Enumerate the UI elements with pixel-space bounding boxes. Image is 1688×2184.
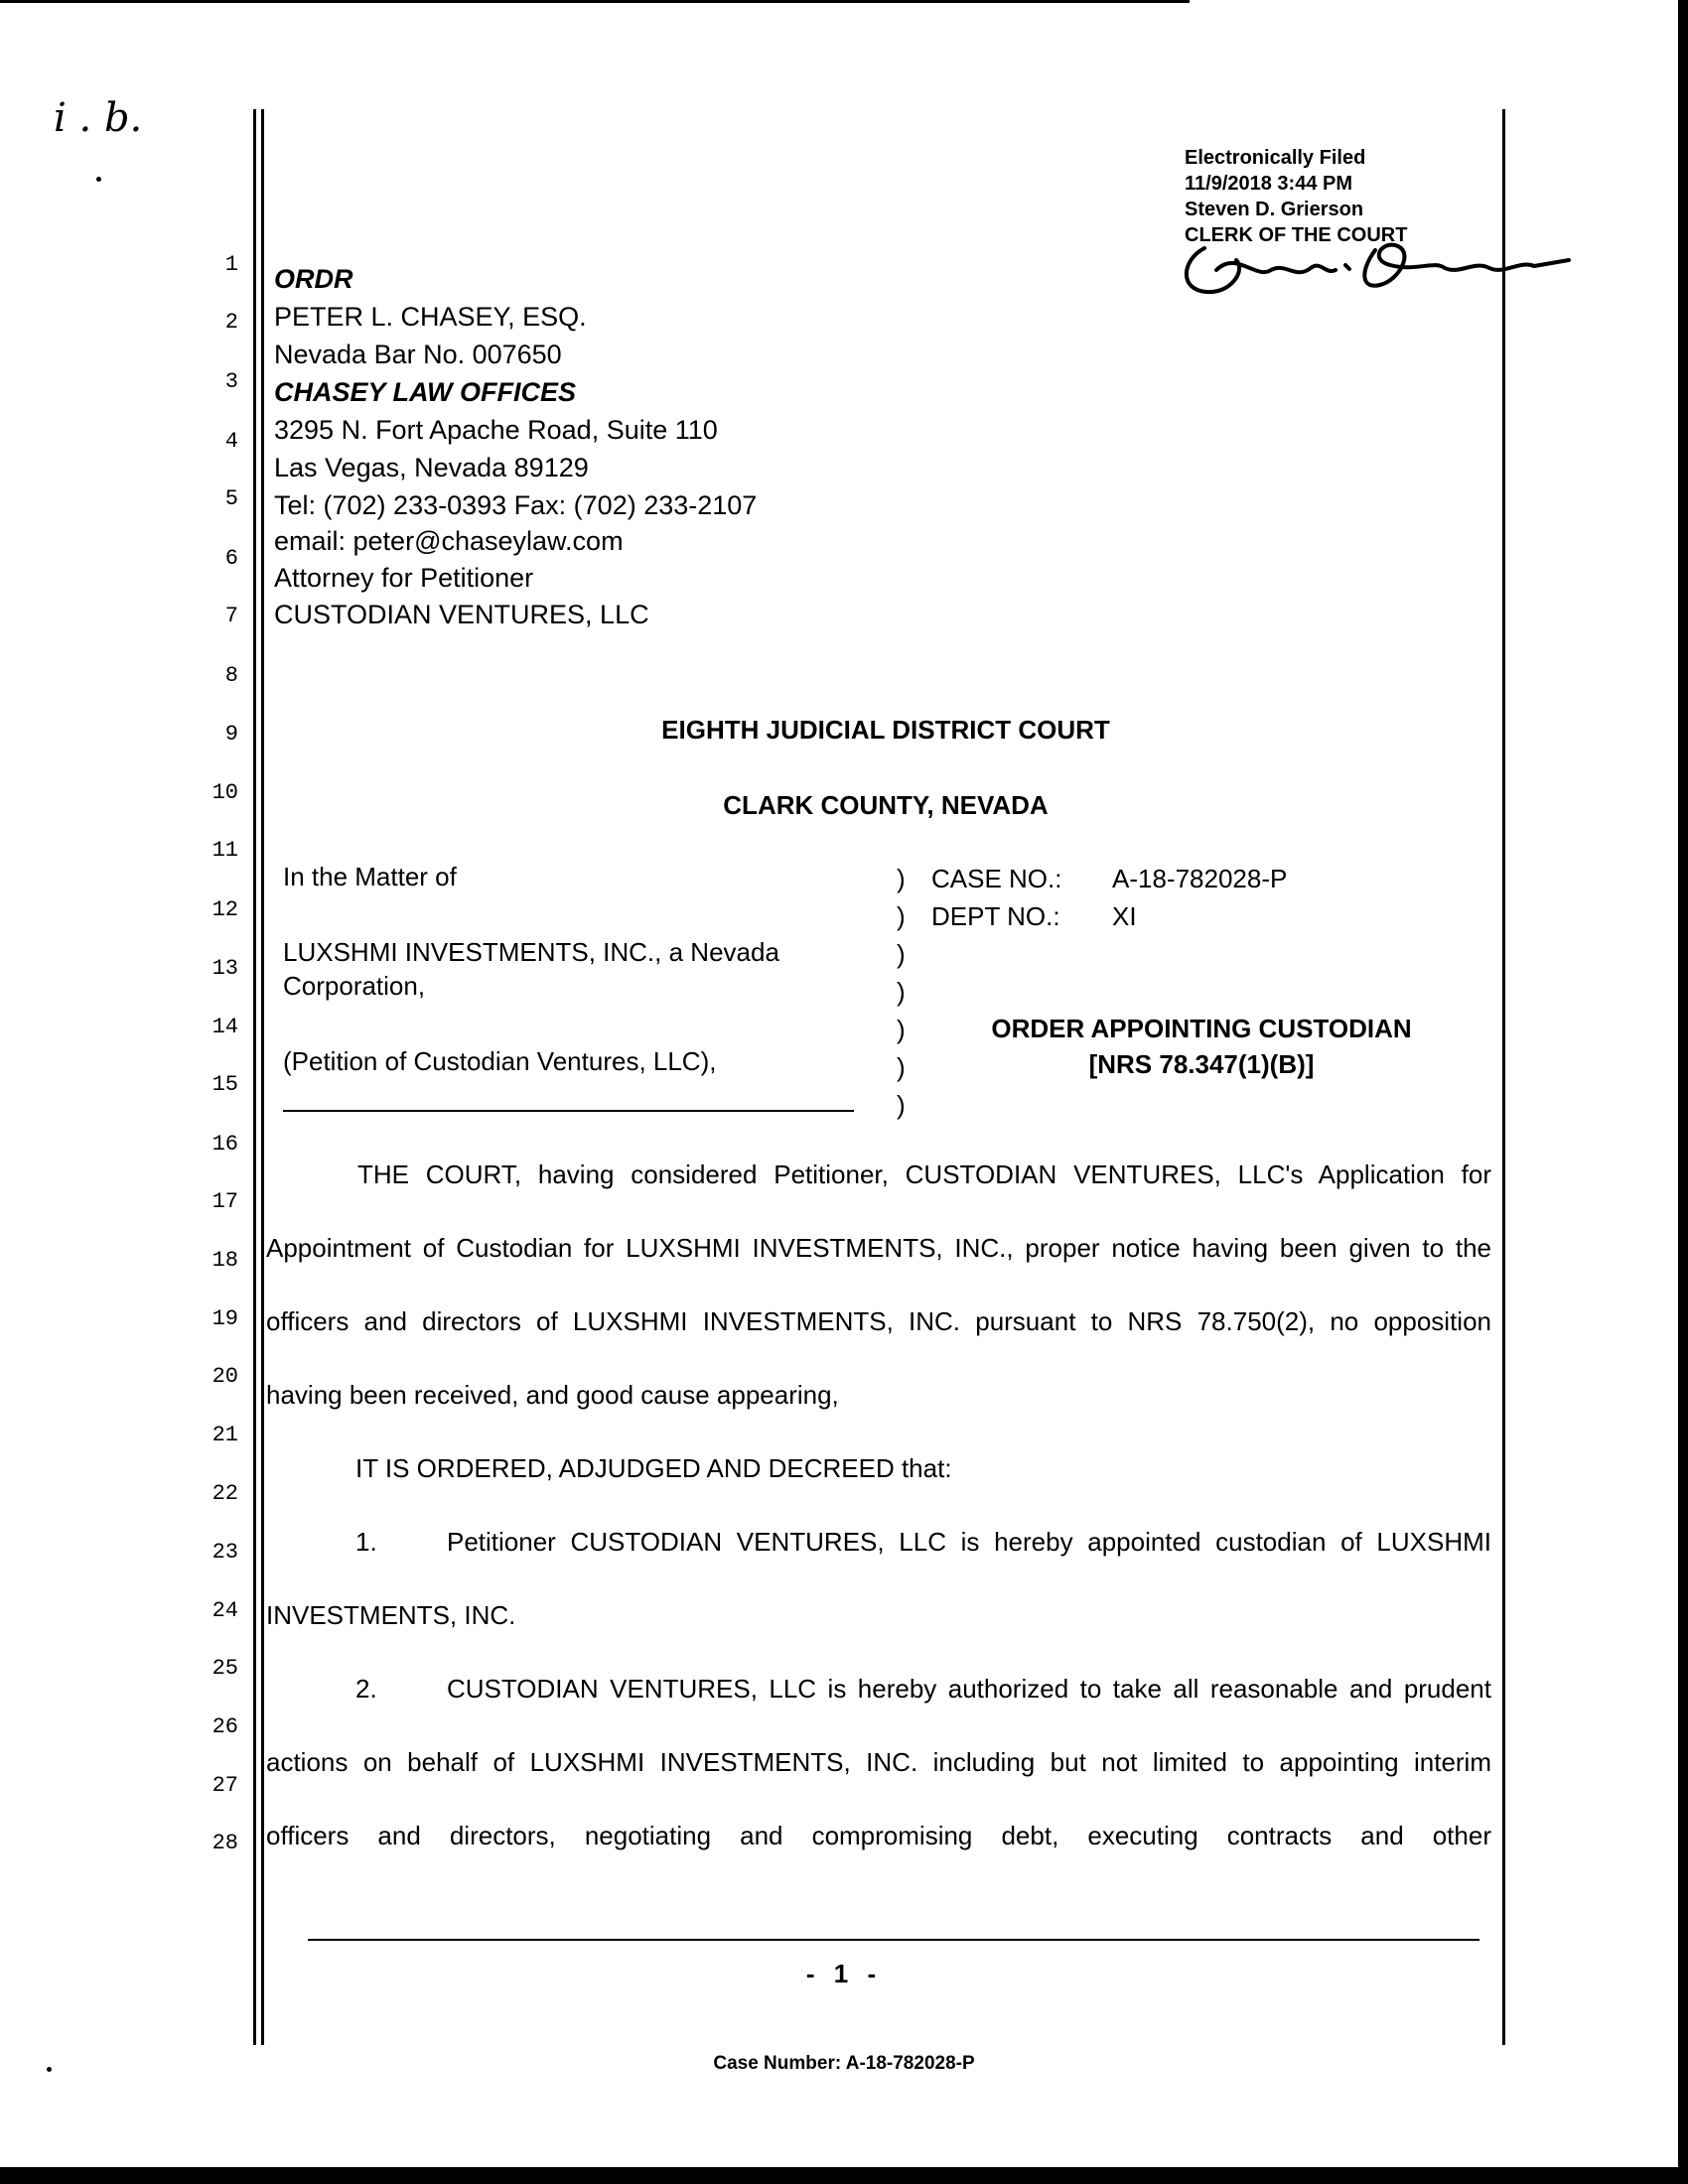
caption-paren: ) <box>897 901 906 931</box>
footer-case-number: Case Number: A-18-782028-P <box>713 2053 975 2074</box>
body-paragraph-line: Appointment of Custodian for LUXSHMI INVESTMENTS, INC., proper notice having been given to the <box>266 1233 1491 1263</box>
clerk-signature <box>1177 230 1574 310</box>
bar-number: Nevada Bar No. 007650 <box>274 340 562 369</box>
line-number: 17 <box>211 1189 238 1214</box>
caption-paren: ) <box>897 1015 906 1044</box>
body-paragraph-line: officers and directors, negotiating and compromising debt, executing contracts and other <box>266 1821 1491 1850</box>
body-paragraph-line: CUSTODIAN VENTURES, LLC is hereby authorized to take all reasonable and prudent <box>447 1674 1491 1704</box>
handwritten-margin-mark: i . b. <box>54 95 143 141</box>
scan-speck <box>96 177 101 182</box>
line-number: 1 <box>224 252 238 277</box>
stamp-line: CLERK OF THE COURT <box>1185 224 1408 246</box>
attorney-role: Attorney for Petitioner <box>274 563 534 593</box>
body-paragraph-line: actions on behalf of LUXSHMI INVESTMENTS, INC. including but not limited to appointing interim <box>266 1747 1491 1777</box>
line-number: 22 <box>211 1481 238 1506</box>
left-margin-rule-outer <box>253 109 256 2045</box>
line-number: 14 <box>211 1015 238 1039</box>
line-number: 3 <box>224 369 238 394</box>
line-number: 20 <box>211 1364 238 1389</box>
line-number: 9 <box>224 722 238 747</box>
document-code: ORDR <box>274 264 353 294</box>
line-number: 13 <box>211 956 238 981</box>
dept-number: XI <box>1112 901 1137 931</box>
caption-paren: ) <box>897 939 906 969</box>
order-title-line1: ORDER APPOINTING CUSTODIAN <box>991 1014 1412 1043</box>
caption-paren: ) <box>897 1052 906 1082</box>
stamp-line: Electronically Filed <box>1185 147 1366 169</box>
line-number: 25 <box>211 1656 238 1681</box>
party-name-line2: Corporation, <box>283 971 426 1001</box>
stamp-line: Steven D. Grierson <box>1185 199 1364 220</box>
caption-underline <box>283 1110 854 1112</box>
case-number-label: CASE NO.: <box>931 864 1062 893</box>
line-number: 10 <box>211 780 238 805</box>
phone-fax: Tel: (702) 233-0393 Fax: (702) 233-2107 <box>274 490 758 520</box>
order-title-line2: [NRS 78.347(1)(B)] <box>1088 1049 1315 1079</box>
firm-address-street: 3295 N. Fort Apache Road, Suite 110 <box>274 415 718 445</box>
attorney-name: PETER L. CHASEY, ESQ. <box>274 302 587 332</box>
body-paragraph-line: THE COURT, having considered Petitioner, CUSTODIAN VENTURES, LLC's Application for <box>357 1160 1491 1189</box>
line-number: 11 <box>211 838 238 863</box>
ordered-clause: IT IS ORDERED, ADJUDGED AND DECREED that: <box>355 1453 952 1483</box>
line-number: 8 <box>224 663 238 688</box>
law-firm-name: CHASEY LAW OFFICES <box>274 377 577 407</box>
item-number: 2. <box>355 1674 377 1704</box>
line-number: 27 <box>211 1773 238 1798</box>
firm-address-city: Las Vegas, Nevada 89129 <box>274 453 589 482</box>
line-number: 19 <box>211 1306 238 1331</box>
caption-paren: ) <box>897 977 906 1007</box>
scan-speck <box>47 2067 52 2072</box>
party-name-line1: LUXSHMI INVESTMENTS, INC., a Nevada <box>283 937 779 967</box>
stamp-line: 11/9/2018 3:44 PM <box>1185 173 1353 195</box>
body-paragraph-line: INVESTMENTS, INC. <box>266 1600 516 1630</box>
page-number: - 1 - <box>805 1959 883 1988</box>
line-number: 2 <box>224 310 238 335</box>
item-number: 1. <box>355 1527 377 1557</box>
line-number: 18 <box>211 1248 238 1273</box>
line-number: 7 <box>224 604 238 628</box>
scan-bottom-edge <box>0 2170 1688 2184</box>
caption-paren: ) <box>897 1090 906 1120</box>
order-title <box>914 1011 1489 1082</box>
right-margin-rule <box>1502 109 1505 2045</box>
petition-line: (Petition of Custodian Ventures, LLC), <box>283 1046 717 1076</box>
scan-top-edge <box>0 0 1190 3</box>
body-paragraph-line: Petitioner CUSTODIAN VENTURES, LLC is hereby appointed custodian of LUXSHMI <box>447 1527 1491 1557</box>
footer-rule <box>308 1939 1479 1941</box>
court-name: EIGHTH JUDICIAL DISTRICT COURT <box>661 715 1110 745</box>
dept-number-label: DEPT NO.: <box>931 901 1060 931</box>
caption-paren: ) <box>897 864 906 893</box>
attorney-email: email: peter@chaseylaw.com <box>274 526 624 556</box>
matter-label: In the Matter of <box>283 862 457 891</box>
case-number: A-18-782028-P <box>1112 864 1288 893</box>
body-paragraph-line: having been received, and good cause appearing, <box>266 1380 839 1410</box>
line-number: 6 <box>224 546 238 571</box>
line-number: 26 <box>211 1714 238 1739</box>
line-number: 5 <box>224 486 238 511</box>
scan-right-edge <box>1678 0 1688 2184</box>
line-number: 23 <box>211 1540 238 1565</box>
line-number: 15 <box>211 1072 238 1097</box>
line-number: 24 <box>211 1598 238 1623</box>
body-paragraph-line: officers and directors of LUXSHMI INVESTMENTS, INC. pursuant to NRS 78.750(2), no opposition <box>266 1306 1491 1336</box>
line-number: 12 <box>211 897 238 922</box>
client-name: CUSTODIAN VENTURES, LLC <box>274 600 649 629</box>
line-number: 16 <box>211 1132 238 1157</box>
court-county: CLARK COUNTY, NEVADA <box>723 790 1049 820</box>
line-number: 28 <box>211 1831 238 1855</box>
line-number: 21 <box>211 1423 238 1447</box>
left-margin-rule-inner <box>261 109 264 2045</box>
line-number: 4 <box>224 429 238 454</box>
